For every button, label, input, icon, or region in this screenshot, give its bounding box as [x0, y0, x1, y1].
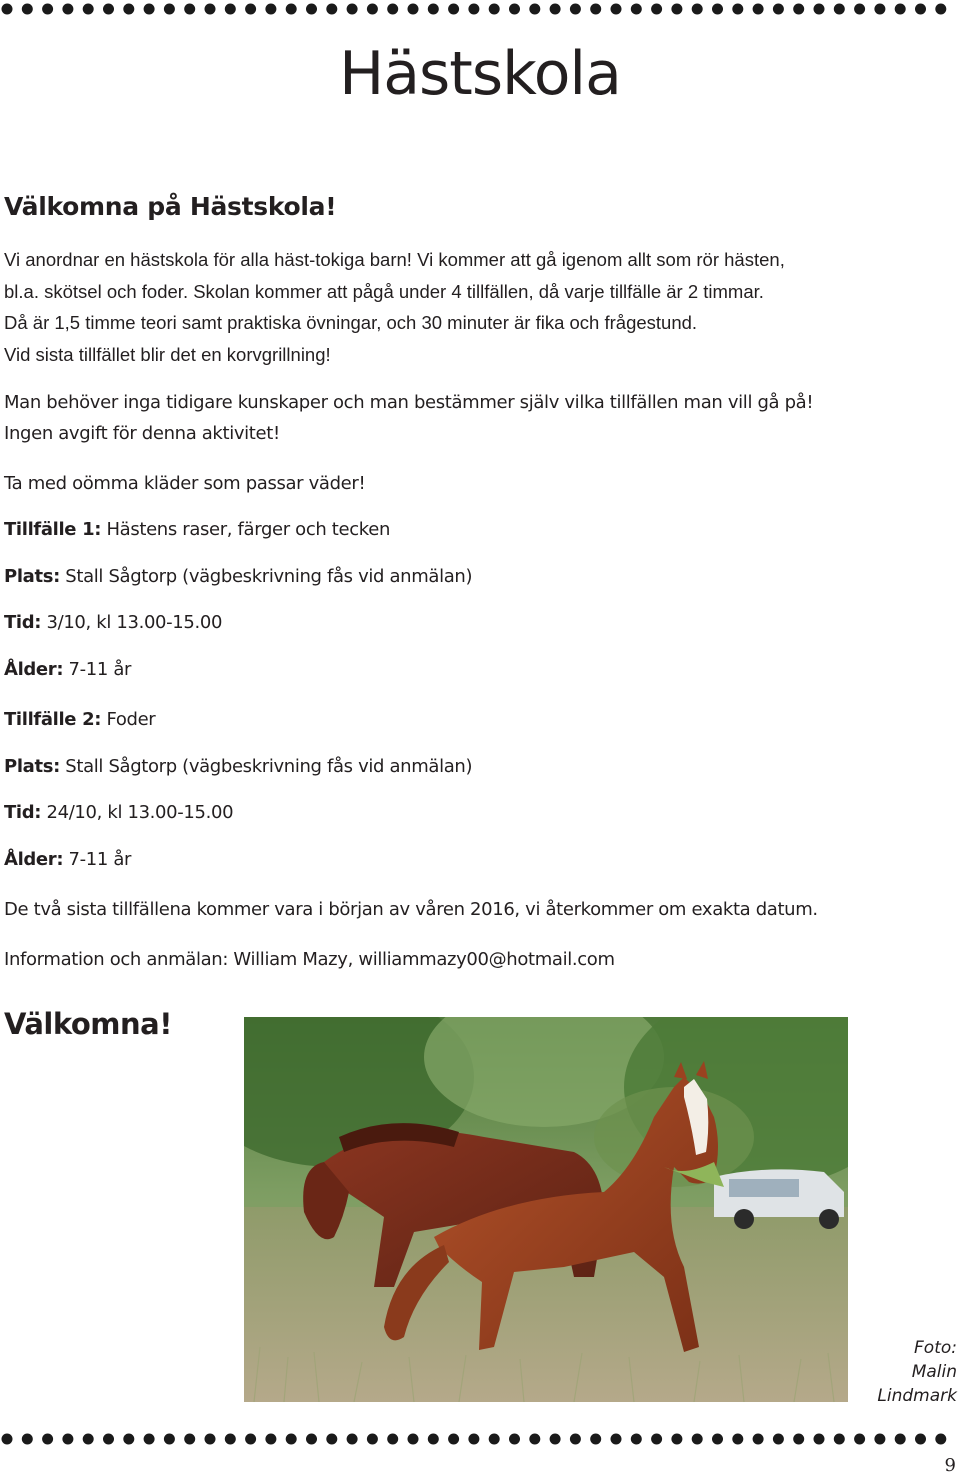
photo-credit-line: Malin: [911, 1362, 957, 1382]
page-number: 9: [944, 1455, 956, 1476]
free-of-charge-text: Ingen avgift för denna aktivitet!: [4, 423, 280, 444]
closing-welcome: Välkomna!: [4, 1007, 172, 1041]
clothing-note: Ta med oömma kläder som passar väder!: [4, 473, 366, 494]
session2-time: [4, 798, 233, 828]
session1-topic-text: Hästens raser, färger och tecken: [101, 519, 390, 540]
session2-time-text: 24/10, kl 13.00-15.00: [41, 802, 234, 823]
session1-time-label: Tid:: [4, 612, 42, 633]
session1-place-text: Stall Sågtorp (vägbeskrivning fås vid anmälan): [59, 566, 473, 587]
session2-topic: [4, 705, 155, 735]
horses-photo: [244, 1017, 848, 1402]
session1-place-label: Plats:: [4, 566, 60, 587]
session1-time-text: 3/10, kl 13.00-15.00: [41, 612, 223, 633]
photo-credit: [877, 1336, 957, 1408]
welcome-heading: Välkomna på Hästskola!: [4, 192, 337, 221]
session2-age-text: 7-11 år: [63, 849, 132, 870]
bottom-dot-border: [0, 1432, 960, 1446]
session2-age-label: Ålder:: [4, 849, 64, 870]
photo-credit-line: Foto:: [914, 1338, 957, 1358]
top-dot-border: [0, 2, 960, 16]
remaining-sessions-note: De två sista tillfällena kommer vara i början av våren 2016, vi återkommer om exakta datum.: [4, 899, 818, 920]
session2-place: [4, 752, 472, 782]
session2-place-text: Stall Sågtorp (vägbeskrivning fås vid anmälan): [59, 756, 473, 777]
session1-age-label: Ålder:: [4, 659, 64, 680]
intro-line: Vi anordnar en hästskola för alla häst-tokiga barn! Vi kommer att gå igenom allt som rör hästen,: [4, 249, 785, 270]
session1-place: [4, 562, 472, 592]
session2-age: [4, 845, 131, 875]
session1-age-text: 7-11 år: [63, 659, 132, 680]
session2-topic-text: Foder: [101, 709, 156, 730]
intro-line: Då är 1,5 timme teori samt praktiska övningar, och 30 minuter är fika och frågestund.: [4, 312, 698, 333]
session1-label: Tillfälle 1:: [4, 519, 102, 540]
photo-credit-line: Lindmark: [877, 1386, 957, 1406]
session1-age: [4, 655, 131, 685]
session2-place-label: Plats:: [4, 756, 60, 777]
contact-info: Information och anmälan: William Mazy, williammazy00@hotmail.com: [4, 949, 615, 970]
session1-topic: [4, 515, 390, 545]
prior-knowledge-text: Man behöver inga tidigare kunskaper och man bestämmer själv vilka tillfällen man vill gå på!: [4, 392, 814, 413]
session1-time: [4, 608, 222, 638]
session2-time-label: Tid:: [4, 802, 42, 823]
intro-line: bl.a. skötsel och foder. Skolan kommer att pågå under 4 tillfällen, då varje tillfälle är 2 timmar.: [4, 280, 764, 302]
intro-line: Vid sista tillfället blir det en korvgrillning!: [4, 343, 331, 365]
intro-paragraph: [4, 244, 934, 370]
page-title: Hästskola: [339, 39, 621, 109]
session2-label: Tillfälle 2:: [4, 709, 102, 730]
